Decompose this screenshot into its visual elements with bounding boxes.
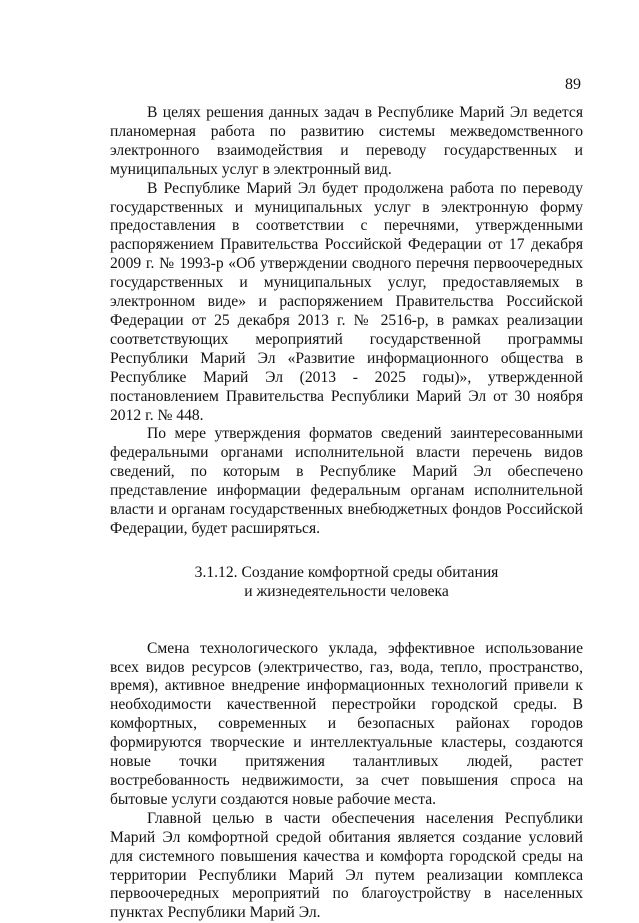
section-heading-line-1: 3.1.12. Создание комфортной среды обитания bbox=[194, 563, 499, 581]
section-heading-line-2: и жизнедеятельности человека bbox=[244, 582, 449, 600]
paragraph: Смена технологического уклада, эффективное использование всех видов ресурсов (электричество, газ, вода, тепло, пространство, время), активное внедрение информационных технологий привели к необходимости качественной перестройки городской среды. В комфортных, современных и безопасных районах городов формируются творческие и интеллектуальные кластеры, создаются новые точки притяжения талантливых людей, растет востребованность недвижимости, за счет повышения спроса на бытовые услуги создаются новые рабочие места. bbox=[110, 639, 583, 808]
paragraph: По мере утверждения форматов сведений заинтересованными федеральными органами исполнительной власти перечень видов сведений, по которым в Республике Марий Эл обеспечено представление информации федеральным органам исполнительной власти и органам государственных внебюджетных фондов Российской Федерации, будет расширяться. bbox=[110, 425, 583, 537]
paragraph: В целях решения данных задач в Республике Марий Эл ведется планомерная работа по развитию системы межведомственного электронного взаимодействия и переводу государственных и муниципальных услуг в электронный вид. bbox=[110, 104, 583, 178]
paragraph: Главной целью в части обеспечения населения Республики Марий Эл комфортной средой обитания является создание условий для системного повышения качества и комфорта городской среды на территории Республики Марий Эл путем реализации комплекса первоочередных мероприятий по благоустройству в населенных пунктах Республики Марий Эл. bbox=[110, 809, 583, 922]
document-body bbox=[110, 104, 583, 923]
paragraph: В Республике Марий Эл будет продолжена работа по переводу государственных и муниципальных услуг в электронную форму предоставления в соответствии с перечнями, утвержденными распоряжением Правительства Российской Федерации от 17 декабря 2009 г. № 1993-р «Об утверждении сводного перечня первоочередных государственных и муниципальных услуг, предоставляемых в электронном виде» и распоряжением Правительства Российской Федерации от 25 декабря 2013 г. № 2516-р, в рамках реализации соответствующих мероприятий государственной программы Республики Марий Эл «Развитие информационного общества в Республике Марий Эл (2013 - 2025 годы)», утвержденной постановлением Правительства Республики Марий Эл от 30 ноября 2012 г. № 448. bbox=[110, 179, 583, 424]
section-heading bbox=[110, 564, 583, 602]
page-number: 89 bbox=[565, 76, 581, 93]
